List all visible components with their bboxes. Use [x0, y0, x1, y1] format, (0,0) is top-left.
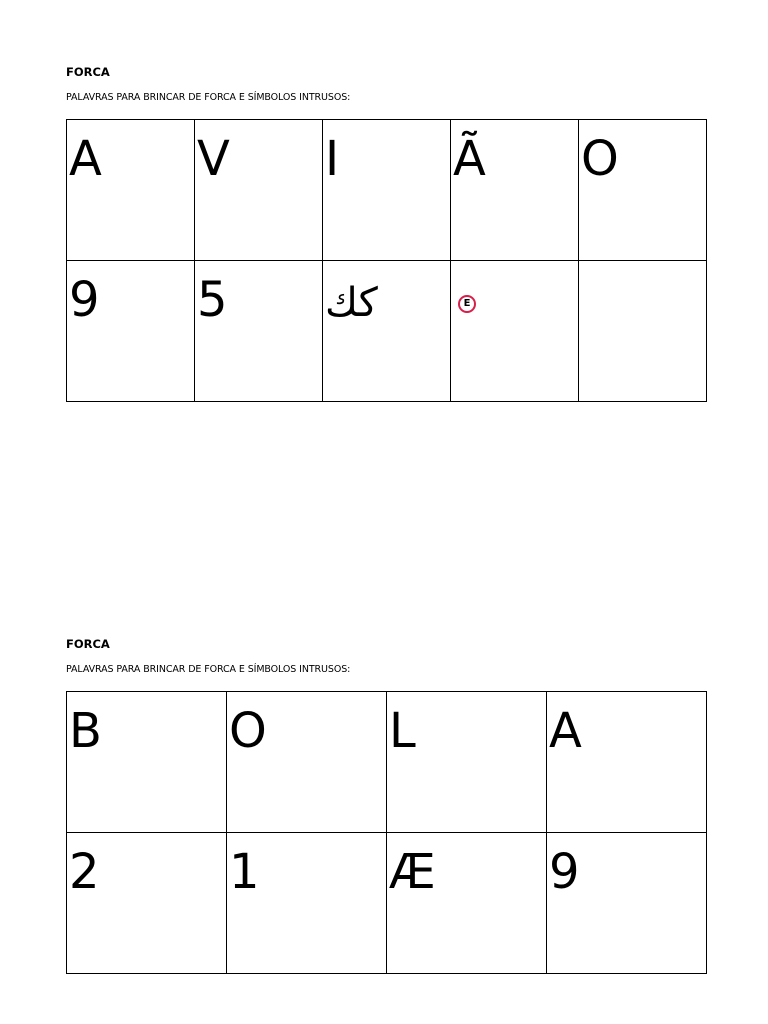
letter-cell: Ã: [451, 120, 579, 261]
section-title: FORCA: [66, 65, 110, 79]
table-row: [67, 692, 707, 833]
force-section-1: [66, 62, 707, 402]
arabic-symbol: كك: [325, 280, 378, 326]
section-subtitle: PALAVRAS PARA BRINCAR DE FORCA E SÍMBOLOS INTRUSOS:: [66, 664, 351, 675]
letter-cell: A: [67, 120, 195, 261]
letter-grid: [66, 119, 707, 402]
section-subtitle: PALAVRAS PARA BRINCAR DE FORCA E SÍMBOLOS INTRUSOS:: [66, 92, 351, 103]
symbol-cell: 5: [195, 261, 323, 402]
letter-cell: A: [547, 692, 707, 833]
symbol-cell: Æ: [387, 833, 547, 974]
letter-cell: L: [387, 692, 547, 833]
letter-cell: O: [579, 120, 707, 261]
letter-cell: B: [67, 692, 227, 833]
symbol-cell: 9: [547, 833, 707, 974]
letter-cell: O: [227, 692, 387, 833]
symbol-cell: [323, 261, 451, 402]
symbol-cell: 9: [67, 261, 195, 402]
table-row: [67, 261, 707, 402]
symbol-cell: 2: [67, 833, 227, 974]
symbol-cell: [451, 261, 579, 402]
section-title: FORCA: [66, 637, 110, 651]
circled-e-icon: E: [458, 295, 476, 313]
letter-cell: I: [323, 120, 451, 261]
empty-cell: [579, 261, 707, 402]
table-row: [67, 833, 707, 974]
force-section-2: [66, 634, 707, 974]
letter-cell: V: [195, 120, 323, 261]
symbol-cell: 1: [227, 833, 387, 974]
letter-grid: [66, 691, 707, 974]
table-row: [67, 120, 707, 261]
